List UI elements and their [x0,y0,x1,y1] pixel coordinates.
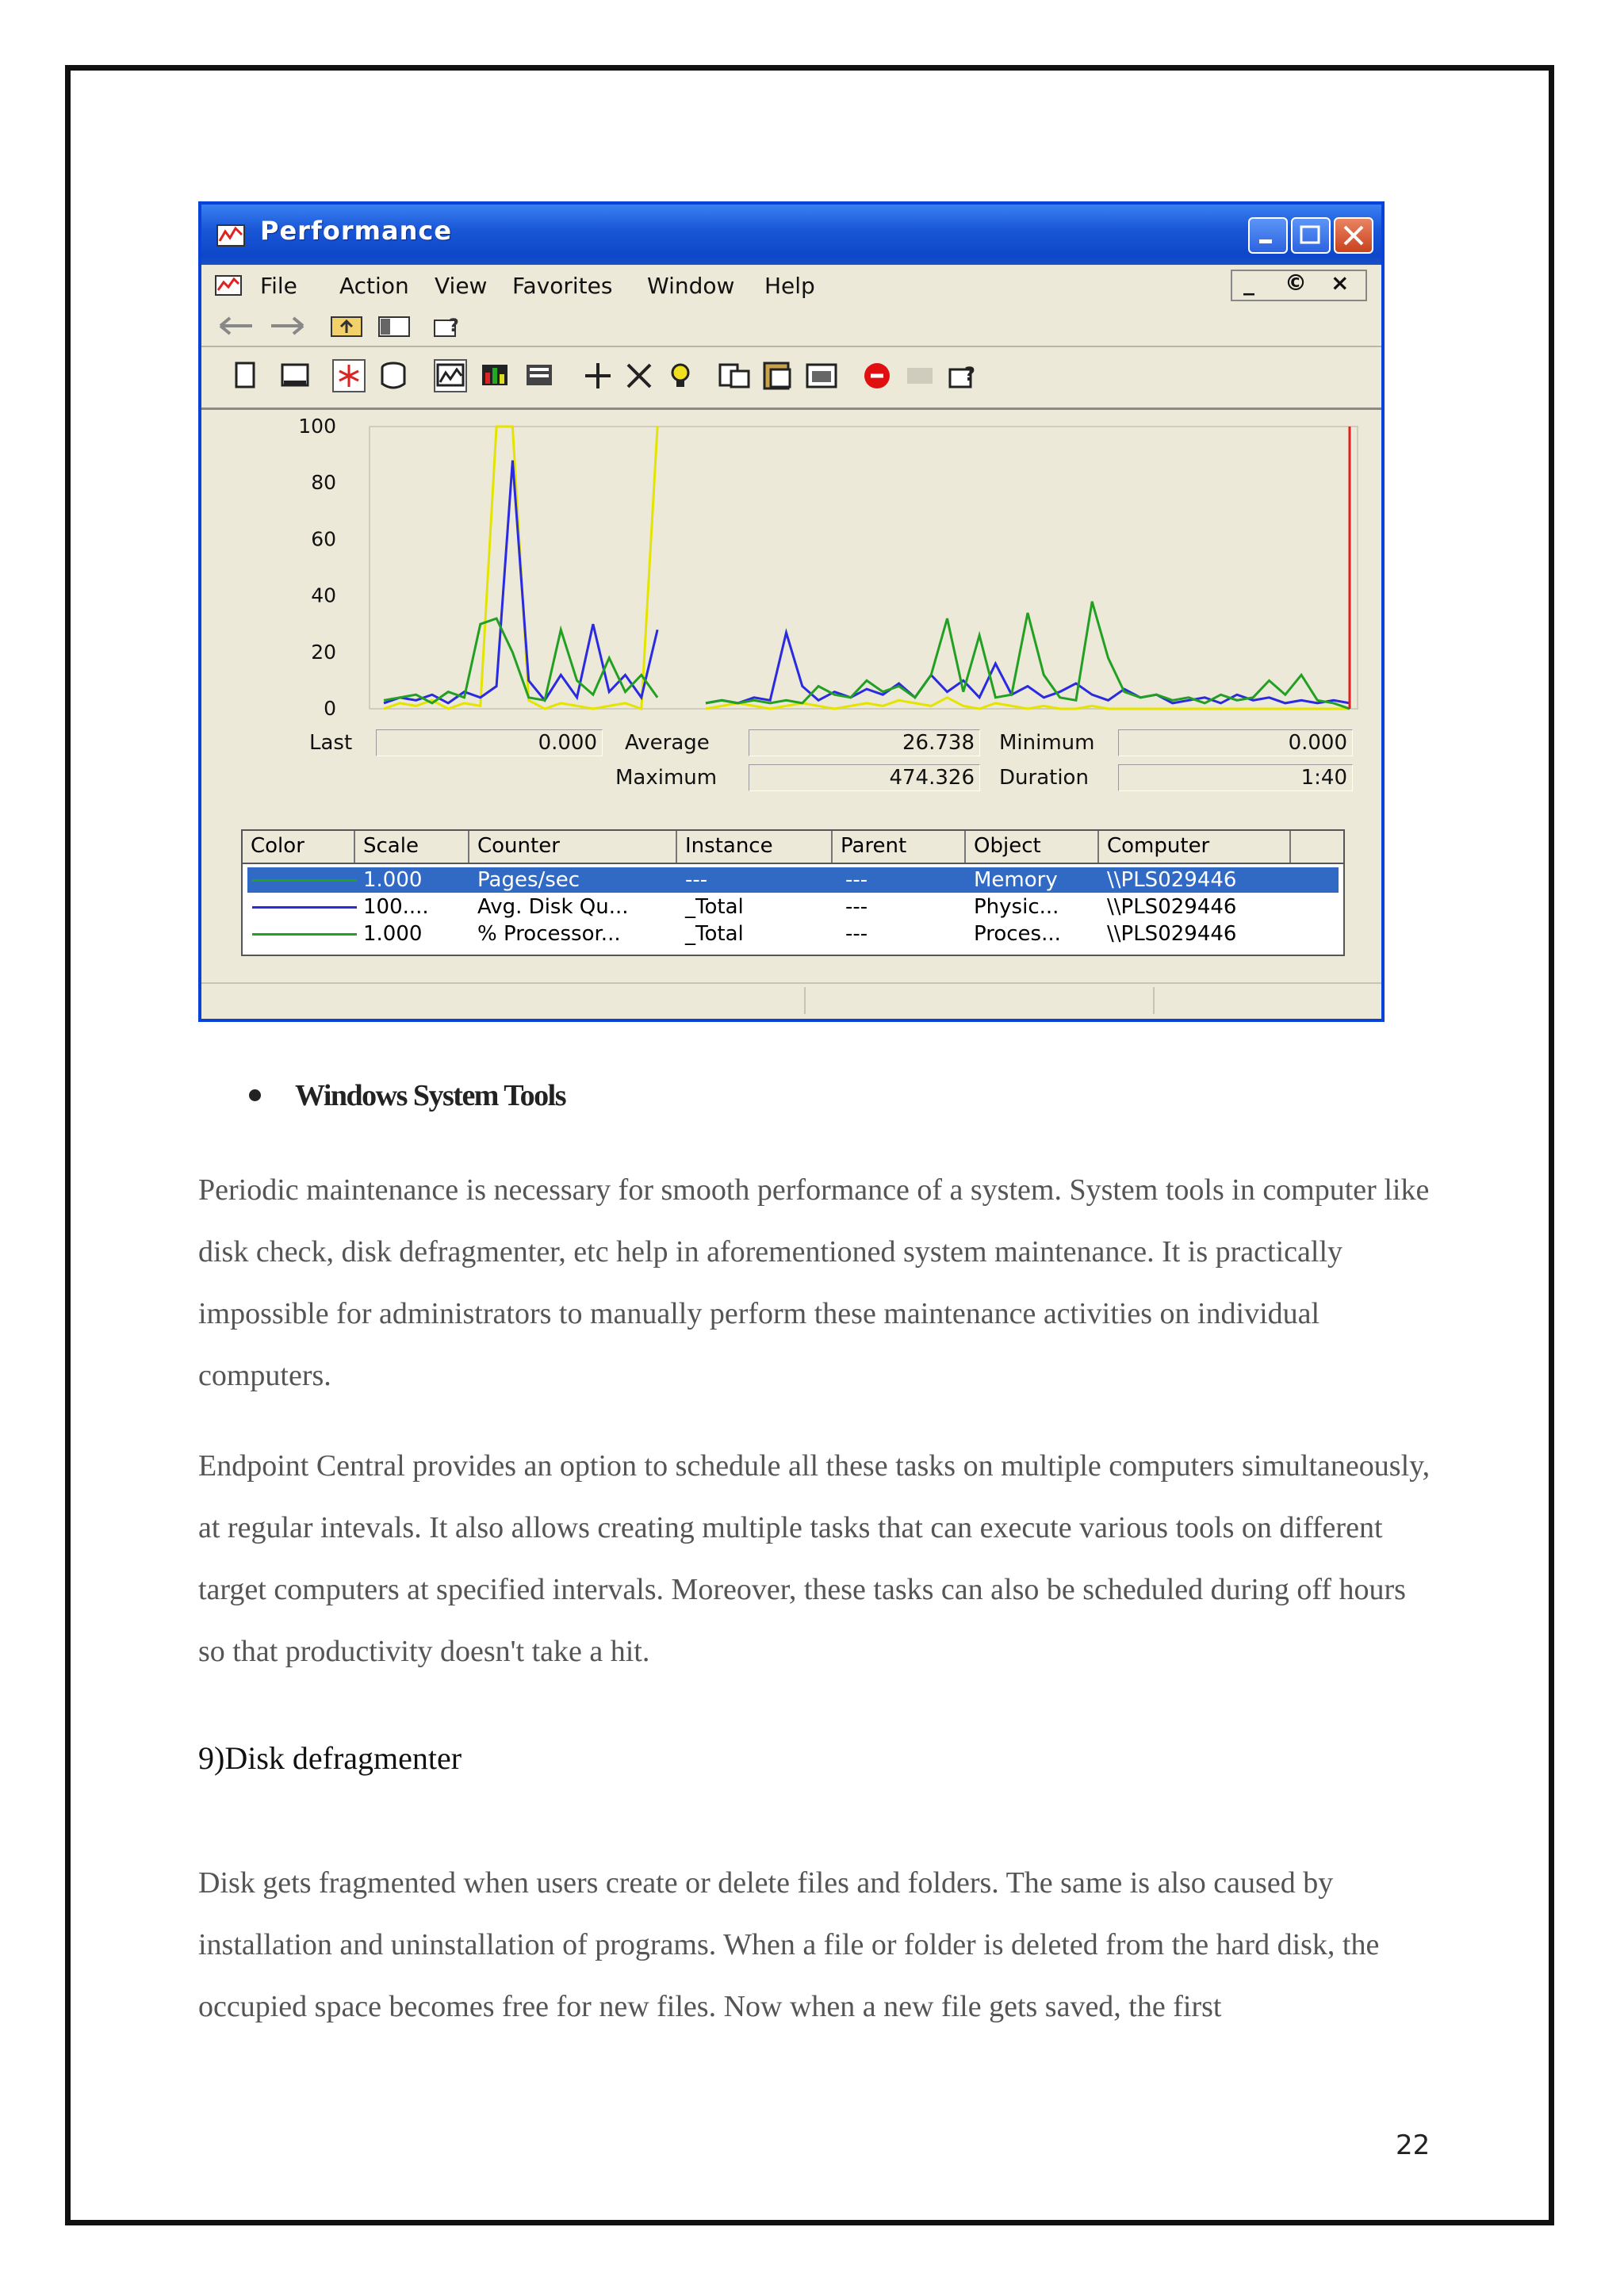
counter-instance: --- [685,868,708,892]
menu-bar [201,265,1381,306]
toolbar-help-icon[interactable] [947,358,982,393]
mdi-close-button[interactable]: × [1331,270,1350,296]
view-current-activity-icon[interactable] [331,358,366,393]
col-computer[interactable]: Computer [1099,831,1291,863]
counter-name: % Processor... [477,922,621,946]
menu-action[interactable]: Action [339,273,409,299]
svg-text:?: ? [964,363,975,385]
counter-computer: \\PLS029446 [1107,922,1237,946]
menu-window[interactable]: Window [647,273,735,299]
y-tick-label: 80 [311,471,336,495]
help-icon[interactable] [431,312,469,339]
stat-minimum-label: Minimum [999,731,1095,755]
close-button[interactable] [1334,217,1373,254]
y-tick-label: 0 [324,697,336,720]
maximize-icon [1293,219,1329,252]
paragraph-endpoint-central: Endpoint Central provides an option to schedule all these tasks on multiple computers simultaneously, at regular intevals. It also allows creating multiple tasks that can execute various tools on different target computers at specified intervals. Moreover, these tasks can also be scheduled during off hours so that productivity doesn't take a hit. [198,1449,1431,1668]
counter-parent: --- [845,868,868,892]
properties-icon[interactable] [804,358,839,393]
y-tick-label: 100 [298,415,336,438]
section-heading: 9)Disk defragmenter [198,1740,462,1776]
counter-object: Proces... [974,922,1061,946]
paste-counter-list-icon[interactable] [760,358,795,393]
counter-scale: 1.000 [363,868,423,892]
counter-instance: _Total [685,895,744,919]
back-arrow-icon[interactable] [217,312,257,339]
view-report-icon[interactable] [522,358,557,393]
y-tick-label: 20 [311,640,336,664]
mdi-controls [1231,270,1367,301]
forward-arrow-icon[interactable] [266,312,306,339]
counter-color-swatch [252,879,357,882]
stat-duration-label: Duration [999,766,1089,790]
section-title: Windows System Tools [295,1079,565,1112]
counter-color-swatch [252,933,357,936]
counter-scale: 100.... [363,895,429,919]
title-bar[interactable] [201,205,1381,265]
stat-average-label: Average [625,731,710,755]
col-counter[interactable]: Counter [469,831,677,863]
y-tick-label: 40 [311,584,336,607]
counter-name: Pages/sec [477,868,580,892]
col-parent[interactable]: Parent [833,831,966,863]
y-tick-label: 60 [311,527,336,551]
counter-instance: _Total [685,922,744,946]
paragraph-maintenance: Periodic maintenance is necessary for smooth performance of a system. System tools in computer like disk check, disk defragmenter, etc help in aforementioned system maintenance. It is practically impossible for administrators to manually perform these maintenance activities on individual computers. [198,1173,1430,1392]
menu-file[interactable]: File [260,273,297,299]
counter-row[interactable] [247,894,1339,920]
counter-list [241,829,1345,956]
counter-name: Avg. Disk Qu... [477,895,629,919]
minimize-icon [1250,219,1286,252]
mdi-restore-button[interactable]: © [1285,270,1307,296]
view-graph-icon[interactable] [433,358,468,393]
col-scale[interactable]: Scale [355,831,469,863]
maximize-button[interactable] [1291,217,1331,254]
counter-row[interactable] [247,921,1339,947]
status-bar [201,982,1381,1019]
col-color[interactable]: Color [243,831,355,863]
counter-scale: 1.000 [363,922,423,946]
stat-maximum-label: Maximum [615,766,718,790]
statistics-bar [201,728,1381,799]
page-number: 22 [1396,2130,1431,2161]
mdi-minimize-button[interactable]: _ [1243,270,1254,296]
minimize-button[interactable] [1248,217,1288,254]
clear-display-icon[interactable] [278,358,312,393]
counter-row[interactable] [247,867,1339,893]
menu-view[interactable]: View [435,273,488,299]
counter-parent: --- [845,895,868,919]
stat-minimum-value: 0.000 [1118,729,1353,756]
svg-text:?: ? [449,316,459,336]
counter-computer: \\PLS029446 [1107,868,1237,892]
add-counter-icon[interactable] [580,358,615,393]
performance-app-icon [216,220,247,249]
show-hide-tree-icon[interactable] [376,312,414,339]
delete-counter-icon[interactable] [622,358,657,393]
highlight-icon[interactable] [663,358,698,393]
status-divider [804,987,806,1014]
menu-favorites[interactable]: Favorites [512,273,613,299]
graph-toolbar [201,347,1381,410]
counter-object: Memory [974,868,1058,892]
new-counter-set-icon[interactable] [228,358,263,393]
counter-list-header [243,831,1343,864]
stat-last-label: Last [309,731,353,755]
paragraph-disk-fragmentation: Disk gets fragmented when users create or delete files and folders. The same is also caused by installation and uninstallation of programs. When a file or folder is deleted from the hard disk, the occupied space becomes free for new files. Now when a new file gets saved, the first [198,1866,1380,2023]
up-folder-icon[interactable] [328,312,366,339]
view-log-data-icon[interactable] [376,358,411,393]
view-histogram-icon[interactable] [477,358,512,393]
menu-help[interactable]: Help [764,273,815,299]
stat-duration-value: 1:40 [1118,764,1353,791]
counter-parent: --- [845,922,868,946]
stat-average-value: 26.738 [749,729,980,756]
counter-computer: \\PLS029446 [1107,895,1237,919]
copy-properties-icon[interactable] [717,358,752,393]
bullet-point [249,1089,261,1101]
navigation-toolbar [201,306,1381,347]
freeze-display-icon[interactable] [860,358,894,393]
counter-color-swatch [252,906,357,909]
close-icon [1335,219,1372,252]
stat-maximum-value: 474.326 [749,764,980,791]
performance-window [198,201,1385,1022]
console-icon [214,271,246,300]
status-divider [1153,987,1155,1014]
col-object[interactable]: Object [966,831,1099,863]
update-data-icon[interactable] [902,358,937,393]
stat-last-value: 0.000 [376,729,603,756]
window-title: Performance [260,216,453,246]
col-instance[interactable]: Instance [677,831,833,863]
counter-object: Physic... [974,895,1059,919]
performance-line-chart [217,411,1369,720]
